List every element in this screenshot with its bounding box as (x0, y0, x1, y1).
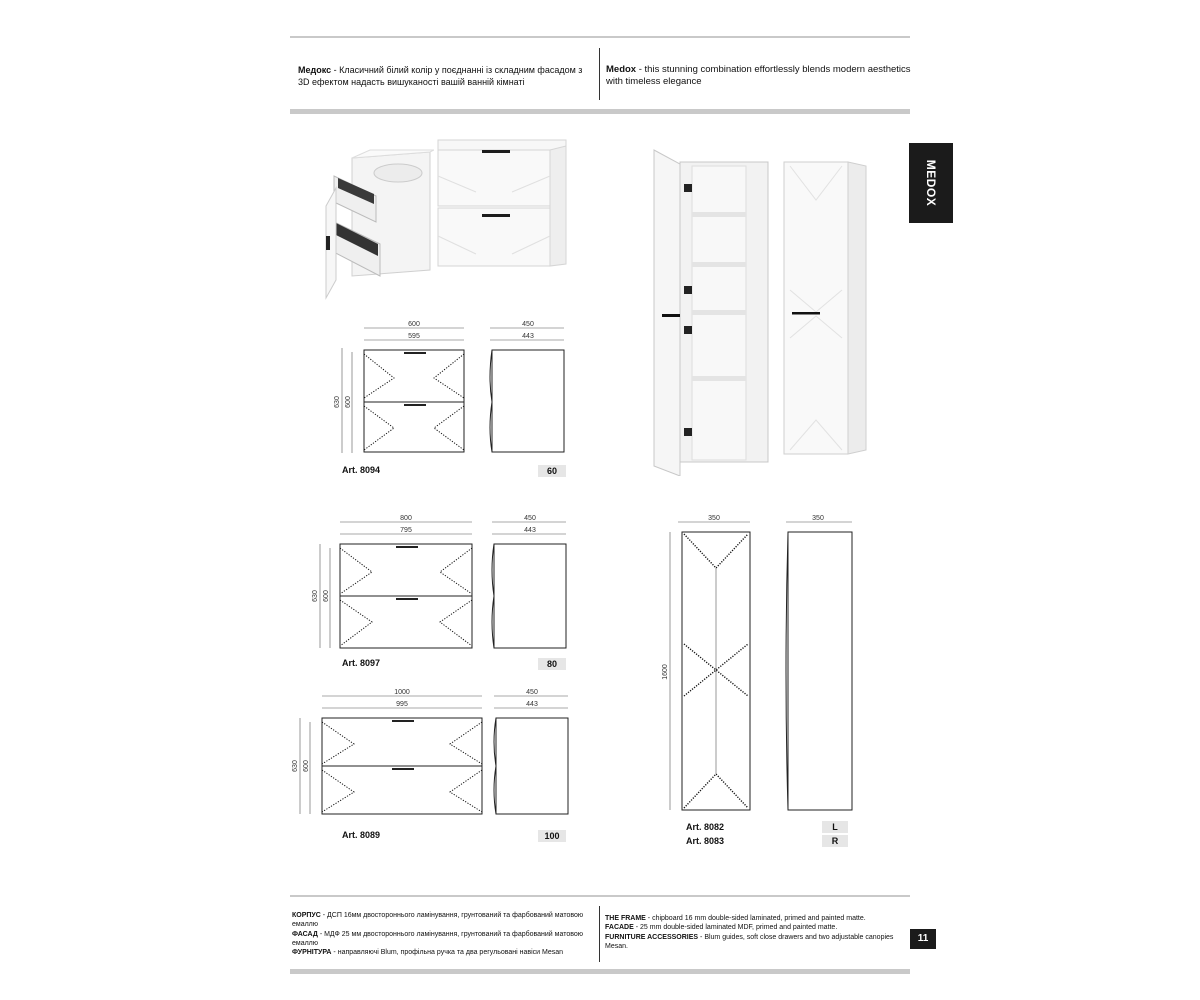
page-number: 11 (910, 929, 936, 949)
dim-height-outer: 630 (334, 396, 341, 408)
dim-height-inner: 600 (323, 590, 330, 602)
dim-height-inner: 600 (345, 396, 352, 408)
spec-text: - Blum guides, soft close drawers and two adjustable canopies Mesan. (605, 933, 894, 950)
drawing-column-side (780, 512, 860, 814)
intro-en-title: Medox (606, 64, 637, 75)
drawing-8094-front (330, 318, 470, 458)
spec-line (605, 914, 905, 923)
spec-label: THE FRAME (605, 915, 646, 922)
header-divider (599, 48, 600, 100)
spec-text: - направляючі Blum, профільна ручка та два регульовані навіси Mesan (331, 949, 564, 957)
spec-line (605, 933, 905, 952)
dim-width-inner: 795 (400, 527, 412, 534)
dim-height-outer: 630 (312, 590, 319, 602)
dim-width-outer: 600 (408, 321, 420, 328)
dim-width-inner: 595 (408, 333, 420, 340)
spec-line (605, 923, 905, 932)
art-8097: Art. 8097 (342, 658, 381, 668)
dim-depth-outer: 450 (526, 689, 538, 696)
drawing-8097-front (310, 510, 476, 654)
intro-ua-title: Медокс (298, 65, 332, 75)
size-badge-8089: 100 (538, 830, 566, 842)
size-badge-8097: 80 (538, 658, 566, 670)
drawing-column-front (656, 512, 756, 814)
spec-label: КОРПУС (292, 912, 321, 919)
intro-ua-text: - Класичний білий колір у поєднанні із складним фасадом з 3D ефектом надасть вишуканості вашій ванній кімнаті (298, 65, 583, 87)
art-8082: Art. 8082 (686, 822, 725, 832)
spec-text: - chipboard 16 mm double-sided laminated, primed and painted matte. (645, 915, 866, 922)
dim-depth-inner: 443 (524, 527, 536, 534)
spec-label: FURNITURE ACCESSORIES (605, 933, 699, 941)
column-photo-open (650, 146, 772, 476)
intro-english (606, 64, 911, 88)
footer-top-rule (290, 895, 910, 897)
spec-line (292, 948, 592, 957)
spec-text: - МДФ 25 мм двостороннього ламінування, грунтований та фарбований матовою емаллю (292, 930, 584, 947)
spec-text: - 25 mm double-sided laminated MDF, primed and painted matte. (633, 924, 838, 932)
series-side-tab (909, 143, 953, 223)
top-rule (290, 36, 910, 38)
drawing-8089-side (490, 686, 572, 820)
intro-ukrainian (298, 64, 590, 88)
dim-column-width: 350 (708, 515, 720, 522)
vanity-photo-closed (436, 136, 570, 288)
drawing-8097-side (488, 510, 570, 654)
dim-depth-inner: 443 (526, 701, 538, 708)
art-8083: Art. 8083 (686, 836, 725, 846)
footer-bottom-rule (290, 969, 910, 974)
specs-english (605, 914, 905, 951)
series-side-tab-label: MEDOX (924, 159, 938, 207)
header-bottom-rule (290, 109, 910, 114)
footer-divider (599, 906, 600, 962)
column-photo-closed (782, 160, 868, 458)
dim-width-outer: 800 (400, 515, 412, 522)
dim-height-inner: 600 (303, 760, 310, 772)
art-8094: Art. 8094 (342, 465, 381, 475)
drawing-8094-side (486, 318, 568, 458)
intro-en-text: - this stunning combination effortlessly blends modern aesthetics with timeless elegance (606, 64, 911, 87)
spec-label: ФУРНІТУРА (292, 949, 332, 957)
dim-depth-outer: 450 (522, 321, 534, 328)
vanity-photo-open (318, 148, 434, 303)
dim-column-height: 1600 (662, 664, 669, 680)
dim-depth-outer: 450 (524, 515, 536, 522)
drawing-8089-front (290, 686, 486, 820)
dim-height-outer: 630 (292, 760, 299, 772)
spec-line (292, 911, 592, 930)
spec-label: ФАСАД (292, 930, 318, 938)
spec-line (292, 930, 592, 949)
specs-ukrainian (292, 911, 592, 957)
side-badge-left: L (822, 821, 848, 833)
dim-width-inner: 995 (396, 701, 408, 708)
dim-column-depth: 350 (812, 515, 824, 522)
spec-text: - ДСП 16мм двостороннього ламінування, грунтований та фарбований матовою емаллю (292, 912, 584, 929)
dim-depth-inner: 443 (522, 333, 534, 340)
size-badge-8094: 60 (538, 465, 566, 477)
art-8089: Art. 8089 (342, 830, 381, 840)
side-badge-right: R (822, 835, 848, 847)
dim-width-outer: 1000 (394, 689, 410, 696)
spec-label: FACADE (605, 924, 634, 932)
